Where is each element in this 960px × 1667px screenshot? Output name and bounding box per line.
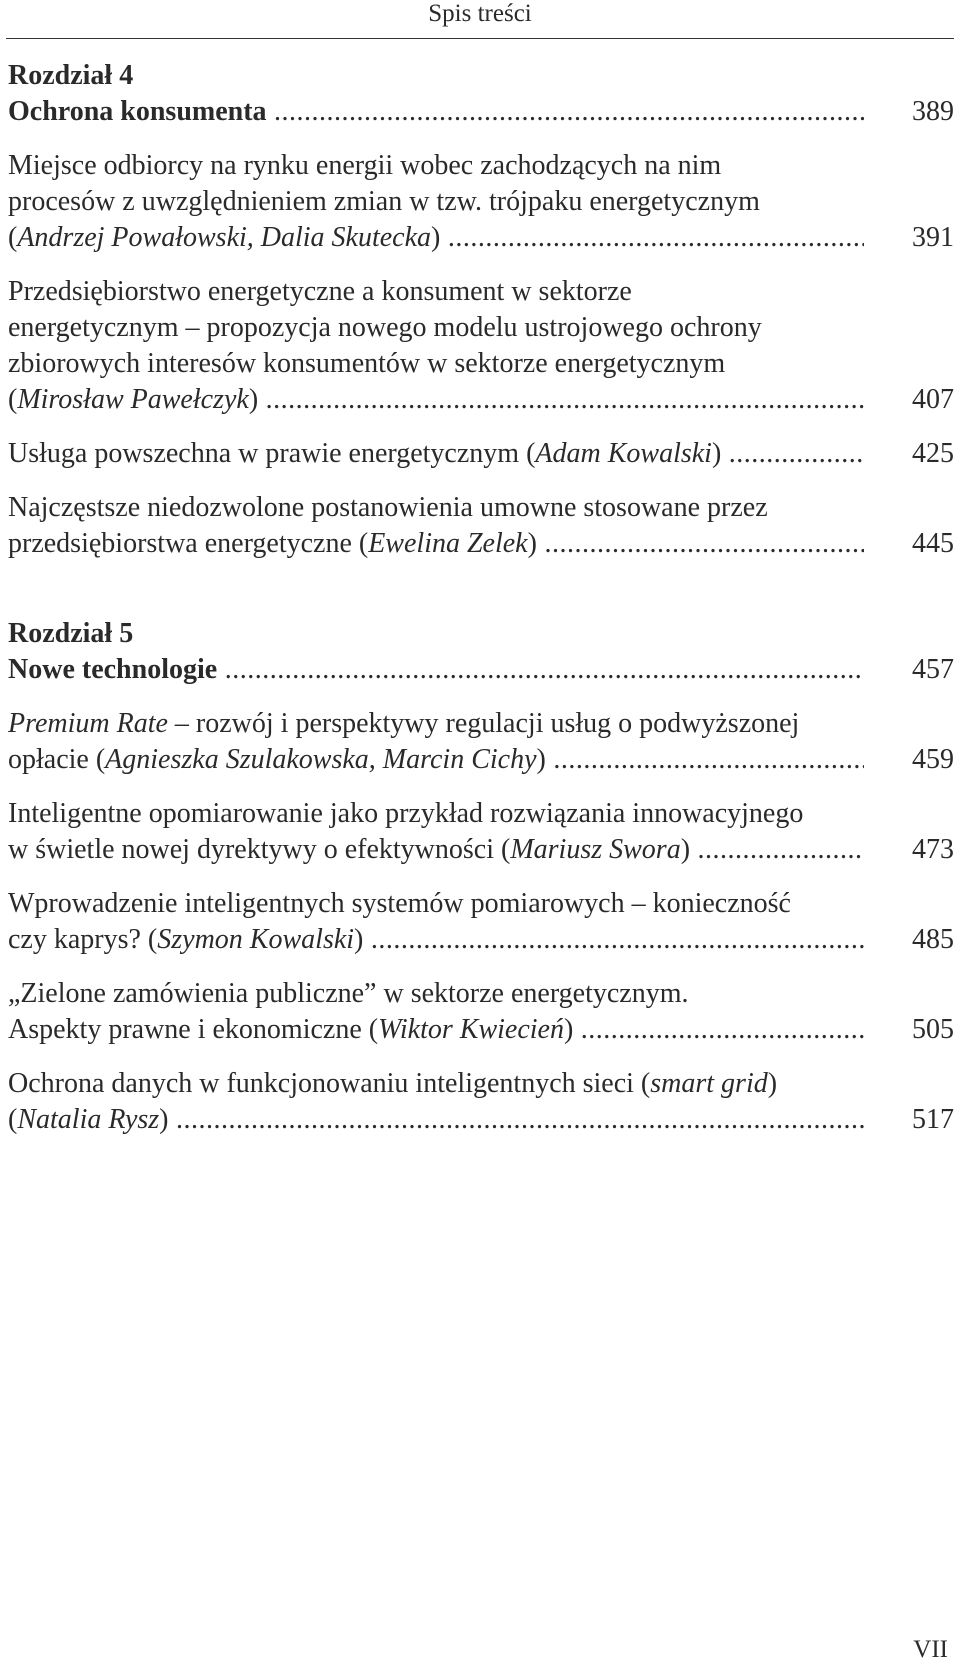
entry-text: ) [431, 222, 441, 253]
page-number: 389 [912, 96, 954, 127]
entry-text: ) [563, 1014, 574, 1045]
chapter-heading[interactable] [8, 58, 954, 130]
entry-text: przedsiębiorstwa energetyczne ( [8, 528, 369, 559]
page-number: 473 [912, 834, 954, 865]
header-rule [6, 38, 954, 39]
author-name: Ewelina Zelek [368, 528, 528, 559]
entry-line: procesów z uwzględnieniem zmian w tzw. trójpaku energetycznym [8, 186, 760, 217]
chapter-label: Rozdział 4 [8, 60, 134, 91]
author-name: Mariusz Swora [510, 834, 681, 865]
entry-italic-term: Premium Rate [8, 708, 168, 739]
entry-text: ) [536, 744, 546, 775]
entry-line: Przedsiębiorstwo energetyczne a konsument w sektorze [8, 276, 632, 307]
toc-entry[interactable] [8, 976, 954, 1048]
page-number: 459 [912, 744, 954, 775]
author-name: Agnieszka Szulakowska, Marcin Cichy [105, 744, 537, 775]
author-name: Andrzej Powałowski, Dalia Skutecka [17, 222, 432, 253]
entry-text: ) [354, 924, 364, 955]
toc-entry[interactable] [8, 886, 954, 958]
entry-text: Ochrona danych w funkcjonowaniu inteligentnych sieci ( [8, 1068, 651, 1099]
page-number: 407 [912, 384, 954, 415]
entry-text: Usługa powszechna w prawie energetycznym ( [8, 438, 536, 469]
entry-text: opłacie ( [8, 744, 106, 775]
toc-entry[interactable] [8, 796, 954, 868]
entry-line: „Zielone zamówienia publiczne” w sektorze energetycznym. [8, 978, 689, 1009]
page-number: 445 [912, 528, 954, 559]
author-name: Mirosław Pawełczyk [17, 384, 249, 415]
entry-line: Inteligentne opomiarowanie jako przykład rozwiązania innowacyjnego [8, 798, 804, 829]
entry-text: w świetle nowej dyrektywy o efektywności ( [8, 834, 511, 865]
entry-line: energetycznym – propozycja nowego modelu ustrojowego ochrony [8, 312, 762, 343]
entry-line: Miejsce odbiorcy na rynku energii wobec zachodzących na nim [8, 150, 722, 181]
chapter-title: Ochrona konsumenta [8, 96, 267, 127]
entry-text: ( [8, 384, 18, 415]
page-number: 425 [912, 438, 954, 469]
entry-line: Najczęstsze niedozwolone postanowienia umowne stosowane przez [8, 492, 768, 523]
chapter-4 [8, 58, 954, 562]
entry-text: ( [8, 222, 18, 253]
chapter-heading[interactable] [8, 616, 954, 688]
page-number: 517 [912, 1104, 954, 1135]
entry-text: – rozwój i perspektywy regulacji usług o podwyższonej [167, 708, 800, 739]
page-number: 505 [912, 1014, 954, 1045]
table-of-contents [8, 58, 954, 1138]
entry-text: ( [8, 1104, 18, 1135]
chapter-5 [8, 616, 954, 1138]
chapter-spacer [8, 562, 954, 616]
author-name: Wiktor Kwiecień [378, 1014, 564, 1045]
page-number: 485 [912, 924, 954, 955]
entry-italic-term: smart grid [650, 1068, 768, 1099]
chapter-label: Rozdział 5 [8, 618, 134, 649]
toc-entry[interactable] [8, 490, 954, 562]
entry-text: ) [711, 438, 722, 469]
running-head: Spis treści [428, 0, 532, 27]
entry-text: Aspekty prawne i ekonomiczne ( [8, 1014, 379, 1045]
toc-entry[interactable] [8, 148, 954, 256]
entry-text: ) [248, 384, 259, 415]
author-name: Szymon Kowalski [157, 924, 355, 955]
page-folio: VII [913, 1636, 948, 1663]
toc-entry[interactable] [8, 706, 954, 778]
author-name: Natalia Rysz [17, 1104, 160, 1135]
author-name: Adam Kowalski [535, 438, 712, 469]
entry-text: ) [680, 834, 691, 865]
entry-line: zbiorowych interesów konsumentów w sektorze energetycznym [8, 348, 726, 379]
entry-text: ) [159, 1104, 169, 1135]
entry-text: ) [527, 528, 537, 559]
chapter-title: Nowe technologie [8, 654, 218, 685]
toc-entry[interactable] [8, 1066, 954, 1138]
toc-entry[interactable] [8, 436, 954, 472]
entry-text: ) [767, 1068, 778, 1099]
toc-entry[interactable] [8, 274, 954, 418]
page-number: 391 [912, 222, 954, 253]
entry-line: Wprowadzenie inteligentnych systemów pomiarowych – konieczność [8, 888, 791, 919]
entry-text: czy kaprys? ( [8, 924, 158, 955]
page-number: 457 [912, 654, 954, 685]
